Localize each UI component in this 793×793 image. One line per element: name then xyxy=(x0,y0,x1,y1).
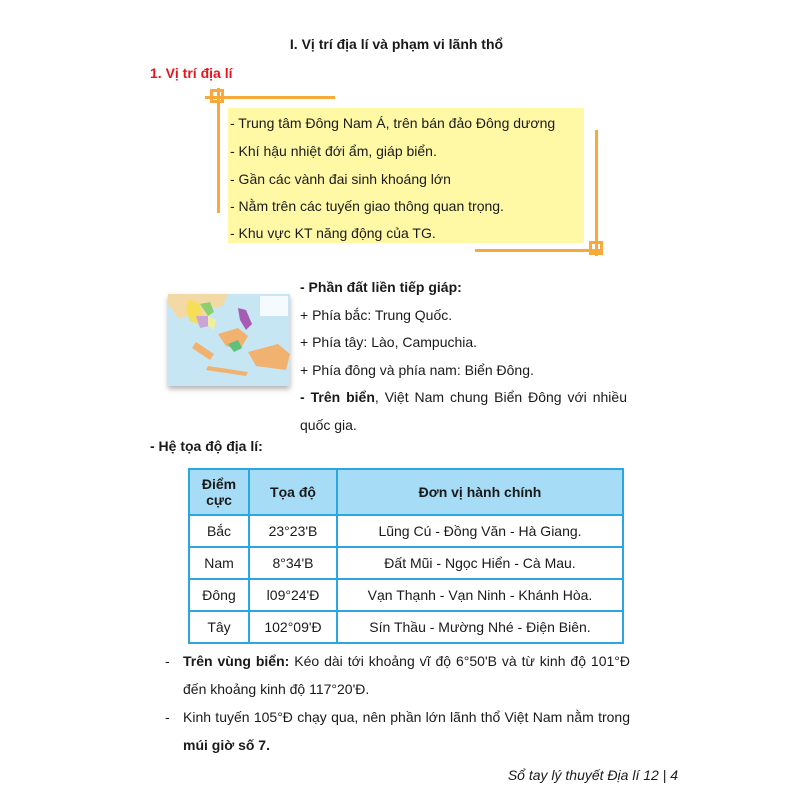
table-cell: Đất Mũi - Ngọc Hiển - Cà Mau. xyxy=(337,547,623,579)
column-header: Tọa độ xyxy=(249,469,337,515)
highlight-item: - Khí hậu nhiệt đới ẩm, giáp biển. xyxy=(230,143,437,159)
highlight-box xyxy=(228,108,584,243)
highlight-item: - Nằm trên các tuyến giao thông quan trọng. xyxy=(230,198,504,214)
table-cell: Sín Thầu - Mường Nhé - Điện Biên. xyxy=(337,611,623,643)
bullet-bold: Trên vùng biển: xyxy=(183,653,290,669)
table-cell: Nam xyxy=(189,547,249,579)
border-item: + Phía bắc: Trung Quốc. xyxy=(300,306,453,323)
table-row xyxy=(189,547,623,579)
highlight-item: - Trung tâm Đông Nam Á, trên bán đảo Đông dương xyxy=(230,115,556,131)
page-title: I. Vị trí địa lí và phạm vi lãnh thổ xyxy=(289,36,504,52)
border-description xyxy=(300,274,627,439)
sea-text: , Việt Nam chung Biển Đông với nhiều quốc gia. xyxy=(300,389,627,433)
column-header: Điểm cực xyxy=(189,469,249,515)
column-header: Đơn vị hành chính xyxy=(337,469,623,515)
table-cell: 23°23'B xyxy=(249,515,337,547)
border-item: + Phía tây: Lào, Campuchia. xyxy=(300,334,478,350)
coordinate-heading: - Hệ tọa độ địa lí: xyxy=(150,438,263,454)
table-cell: Vạn Thạnh - Vạn Ninh - Khánh Hòa. xyxy=(337,579,623,611)
bullet-item: - Kinh tuyến 105°Đ chạy qua, nên phần lớn lãnh thổ Việt Nam nằm trong múi giờ số 7. xyxy=(165,709,630,753)
table-cell: Lũng Cú - Đồng Văn - Hà Giang. xyxy=(337,515,623,547)
table-header-row xyxy=(189,469,623,515)
table-cell: 8°34'B xyxy=(249,547,337,579)
page-footer: Sổ tay lý thuyết Địa lí 12 | 4 xyxy=(507,767,678,783)
bullet-text: Kinh tuyến 105°Đ chạy qua, nên phần lớn lãnh thổ Việt Nam nằm trong xyxy=(183,709,630,725)
table-cell: 102°09'Đ xyxy=(249,611,337,643)
highlight-item: - Gần các vành đai sinh khoáng lớn xyxy=(230,171,451,187)
table-row xyxy=(189,579,623,611)
bullet-text: Kéo dài tới khoảng vĩ độ 6°50'B và từ kinh độ 101°Đ đến khoảng kinh độ 117°20'Đ. xyxy=(183,653,630,697)
bullet-bold: múi giờ số 7. xyxy=(183,736,270,753)
bullet-item: - Trên vùng biển: Kéo dài tới khoảng vĩ độ 6°50'B và từ kinh độ 101°Đ đến khoảng kinh độ 117°20'Đ. xyxy=(165,653,630,697)
highlight-item: - Khu vực KT năng động của TG. xyxy=(230,225,436,241)
border-heading: - Phần đất liền tiếp giáp: xyxy=(300,279,462,295)
extreme-points-table xyxy=(188,468,624,644)
table-row xyxy=(189,515,623,547)
table-cell: l09°24'Đ xyxy=(249,579,337,611)
sea-label: - Trên biển xyxy=(300,389,375,405)
table-cell: Đông xyxy=(189,579,249,611)
table-cell: Bắc xyxy=(189,515,249,547)
table-cell: Tây xyxy=(189,611,249,643)
table-row xyxy=(189,611,623,643)
southeast-asia-map-image xyxy=(168,294,290,386)
border-item: + Phía đông và phía nam: Biển Đông. xyxy=(300,361,534,378)
section-heading: 1. Vị trí địa lí xyxy=(150,65,233,81)
